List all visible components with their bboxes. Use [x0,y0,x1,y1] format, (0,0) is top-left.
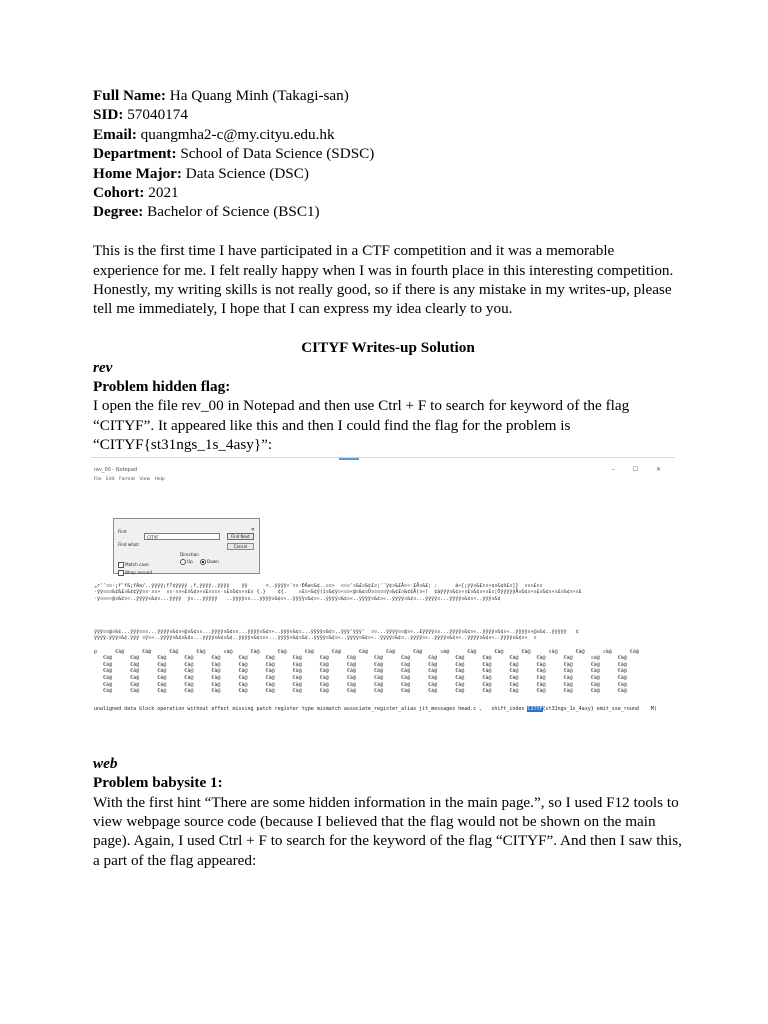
radio-selected-icon [200,559,206,565]
direction-up-radio: Up [180,552,193,571]
section-heading-web: web [93,754,118,772]
find-dialog-title: Find [118,528,127,534]
find-dialog [113,518,260,574]
rev-paragraph: I open the file rev_00 in Notepad and then use Ctrl + F to search for keyword of the flag “CITYF”. It appeared like this and then I could find the flag for the problem is “CITYF{st31ngs_1s_4asy}”: [93,397,630,454]
intro-paragraph: This is the first time I have participated in a CTF competition and it was a memorable experience for me. I felt really happy when I was in fourth place in this interesting competition. Honestly, my writing skills is not really good, so if there is any mistake in my writes-up, please tell me immediately, I hope that I can express my idea clearly to you. [93,242,674,318]
binary-text-block: p €à@ €à@ €à@ €à@ ¤à@ €à@ €à@ €à@ €à@ €à@ €à@ €à@ ¤à@ €à@ €à@ €à@ ¤à@ €à@ ¤à@ €à@ €à@ €à@ €à@ €à@ €à@ €à@ €à@ €à@ €à@ €à@ €à@ €à@ €à@ €à@ €à@ €à@ €à@ €à@ ¤à@ €à@ €à@ €à@ €à@ €à@ €à@ €à@ €à@ €à@ €à@ €à@ €à@ €à@ €à@ €à@ €à@ €à@ €à@ €à@ €à@ €à@ €à@ €à@ €à@ €à@ €à@ €à@ €à@ €à@ €à@ €à@ €à@ €à@ €à@ €à@ €à@ €à@ €à@ €à@ €à@ €à@ €à@ €à@ €à@ €à@ €à@ €à@ €à@ €à@ €à@ €à@ €à@ €à@ €à@ €à@ €à@ €à@ €à@ €à@ €à@ €à@ €à@ €à@ €à@ €à@ €à@ €à@ €à@ €à@ €à@ €à@ €à@ €à@ €à@ €à@ €à@ €à@ €à@ €à@ €à@ €à@ €à@ €à@ €à@ €à@ €à@ €à@ €à@ €à@ €à@ €à@ €à@ €à@ €à@ €à@ €à@ €à@ €à@ €à@ €à@ €à@ [94,648,639,695]
web-paragraph: With the first hint “There are some hidden information in the main page.”, so I used F12 tools to view webpage source code (because I believed that the flag would not be shown on the main page). Again, I used Ctrl + F to search for the keyword of the flag “CITYF”. And then I saw this, a part of the flag appeared: [93,793,682,869]
checkbox-icon [118,570,124,576]
info-sid: SID: 57040174 [93,106,188,124]
radio-icon [180,559,186,565]
find-what-input: CITYF [144,533,220,540]
find-what-label: Find what: [118,541,140,547]
info-email: Email: quangmha2-c@my.cityu.edu.hk [93,125,335,143]
wrap-around-checkbox: Wrap around [118,563,152,582]
document-title: CITYF Writes-up Solution [301,339,475,357]
close-icon: ✕ [250,526,255,533]
direction-down-radio: Down [200,552,219,571]
flag-text-line: unaligned data block operation without effect missing patch register type mismatch associate_register_alias jit_messages head.c , shift_index CITYF{st31ngs_1s_4asy} emit_sse_round M( [94,705,657,712]
student-info [93,86,683,222]
section-heading-rev: rev [93,358,113,376]
window-accent [339,458,359,460]
find-next-button: Find Next [227,533,254,540]
notepad-screenshot [91,457,675,742]
info-degree: Degree: Bachelor of Science (BSC1) [93,203,320,221]
direction-label: Direction [180,551,199,557]
info-department: Department: School of Data Science (SDSC) [93,145,375,163]
menu-bar: File Edit Format View Help [94,476,165,482]
window-title: rev_00 - Notepad [94,466,138,473]
problem-heading-hidden-flag: Problem hidden flag: [93,378,231,396]
match-case-checkbox: Match case [118,555,149,574]
cancel-button: Cancel [227,543,254,550]
document-page [93,86,683,870]
info-full-name: Full Name: Ha Quang Minh (Takagi-san) [93,87,349,104]
problem-heading-babysite-1: Problem babysite 1: [93,774,223,792]
binary-text-block: „r''¤¤·¡f'f&¡fAa/..ÿÿÿÿ¡f?¢ÿÿÿÿ ‚f‚ÿÿÿÿ..ÿÿÿÿ ÿÿ <..ÿÿÿÿ»'¤¤·ÐÁa¤&¢..¤¤» ¤»¤'¤&£¤&¢£¤¦'¨ÿ¢¤&£Ä¤«·£Ä¤&£¦ : à«{¡ÿÿ¤&£¤¤«¢¤&¢õ£¤]} ¤¤«£¤¤ ·ÿÿ¤¤¤&¢&£¤&¢¢ÿÿ¤¤·¤¤» ¤¤·¤¤«£¤&¢¤«¤£¤¤¤¤·¤£¤&¢¤«¤£¤ {.} ¢{. ¤£¤«&¢ÿ(ì¤&¢ÿ¤«¤¤«@¤&¢¤Ó¤¤¤¤¤ÿ¤&¢£¤&¢¢Ä(¤«) ¢àÿÿÿ¤&¢¤«¤£¤&¢¤«¤£¤¦ÓÿÿÿÿÿÂ¤&¢¤«¤£¤&¢¤«¤£¤&¢¤«¤£ ·ÿ¤¤¤«@¤&¢¤«..ÿÿÿÿ¤&¢¤...ÿÿÿÿ ÿ¤...ÿÿÿÿÿ ..ÿÿÿÿ¤¤...ÿÿÿÿ¤&¢¤«..ÿÿÿÿ¤&¢¤«..ÿÿÿÿ¤&¢¤«..ÿÿÿÿ¤&¢¤«..ÿÿÿÿ¤&¢¤...ÿÿÿÿ¤...ÿÿÿÿ¤&¢¤«..ÿÿÿ¤&¢ [94,582,582,602]
window-controls: – ☐ ✕ [611,465,669,473]
binary-text-block: ÿÿÿ¤¤@¤&¢...ÿÿÿ¤¤¤...ÿÿÿÿ¤&¢¤«@¤&¢¤¤...ÿÿÿÿ¤&¢¤¤...ÿÿÿÿ¤&¢¤«..ÿÿÿ¤&¢¤...ÿÿÿÿ¤&¢¤..ÿÿÿ'ÿÿÿ' ¤¤...ÿÿÿÿ¤¤@¤«..£ÿÿÿÿ¤¤...ÿÿÿÿ¤&¢¤«..ÿÿÿÿ¤&¢¤«..ÿÿÿÿ¤«@¤&¢..ÿÿÿÿÿ ¢ ÿÿÿÿ.ÿÿÿ¤&¢.ÿÿÿ ¤ÿ¤«..ÿÿÿÿ¤&¢¤&¢¤...ÿÿÿÿ¤&¢¤&¢..ÿÿÿÿ¤&¢¤¤«...ÿÿÿÿ¤&¢¤&¢..ÿÿÿÿ¤&¢¤«..ÿÿÿÿ¤&¢¤«..ÿÿÿÿ¤&¢¤..ÿÿÿÿ¤«..ÿÿÿÿ¤&¢¤«..ÿÿÿÿ¤&¢¤«..ÿÿÿÿ¤&¢¤« ¤ [94,628,579,642]
flag-highlight: CITYF [527,705,543,712]
info-cohort: Cohort: 2021 [93,184,179,202]
info-home-major: Home Major: Data Science (DSC) [93,164,309,182]
